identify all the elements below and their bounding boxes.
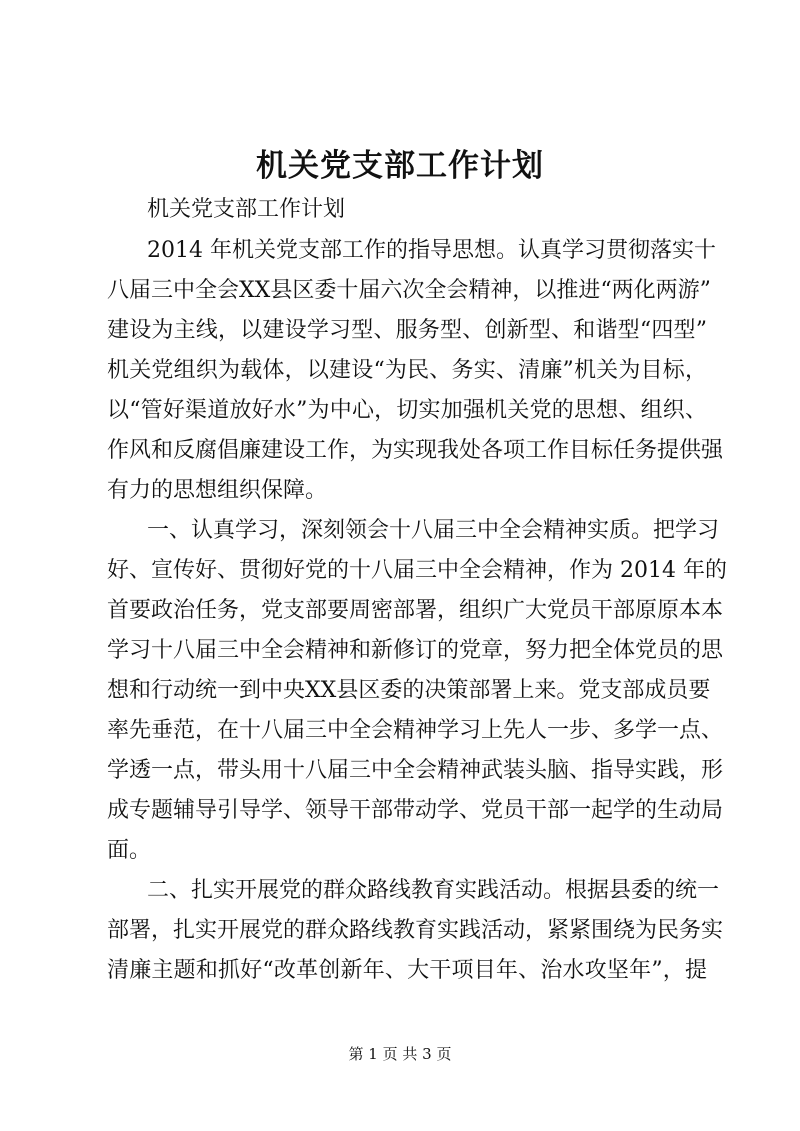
text-line: 首要政治任务，党支部要周密部署，组织广大党员干部原原本本 bbox=[107, 598, 724, 623]
text-line: 学习十八届三中全会精神和新修订的党章，努力把全体党员的思 bbox=[107, 638, 724, 663]
text-line: 以“管好渠道放好水”为中心，切实加强机关党的思想、组织、 bbox=[107, 398, 707, 423]
text-line: 学透一点，带头用十八届三中全会精神武装头脑、指导实践，形 bbox=[107, 758, 724, 783]
text-line: 率先垂范，在十八届三中全会精神学习上先人一步、多学一点、 bbox=[107, 718, 724, 743]
text-line: 有力的思想组织保障。 bbox=[107, 478, 328, 503]
text-line: 好、宣传好、贯彻好党的十八届三中全会精神，作为 2014 年的 bbox=[107, 558, 727, 583]
text-line: 八届三中全会XX县区委十届六次全会精神，以推进“两化两游” bbox=[107, 278, 711, 303]
text-line: 二、扎实开展党的群众路线教育实践活动。根据县委的统一 bbox=[147, 878, 720, 903]
text-line: 2014 年机关党支部工作的指导思想。认真学习贯彻落实十 bbox=[147, 238, 716, 263]
text-line: 建设为主线，以建设学习型、服务型、创新型、和谐型“四型” bbox=[107, 318, 707, 343]
text-line: 面。 bbox=[107, 838, 152, 863]
text-line: 部署，扎实开展党的群众路线教育实践活动，紧紧围绕为民务实 bbox=[107, 918, 724, 943]
text-line: 成专题辅导引导学、领导干部带动学、党员干部一起学的生动局 bbox=[107, 798, 724, 823]
text-line: 想和行动统一到中央XX县区委的决策部署上来。党支部成员要 bbox=[107, 678, 711, 703]
text-line: 机关党组织为载体，以建设“为民、务实、清廉”机关为目标， bbox=[107, 358, 707, 383]
document-title: 机关党支部工作计划 bbox=[256, 148, 544, 184]
text-line: 清廉主题和抓好“改革创新年、大干项目年、治水攻坚年”，提 bbox=[107, 958, 707, 983]
page-footer: 第 1 页 共 3 页 bbox=[348, 1045, 452, 1063]
text-line: 一、认真学习，深刻领会十八届三中全会精神实质。把学习 bbox=[147, 518, 720, 543]
subtitle-line: 机关党支部工作计划 bbox=[147, 197, 346, 222]
text-line: 作风和反腐倡廉建设工作，为实现我处各项工作目标任务提供强 bbox=[107, 438, 724, 463]
